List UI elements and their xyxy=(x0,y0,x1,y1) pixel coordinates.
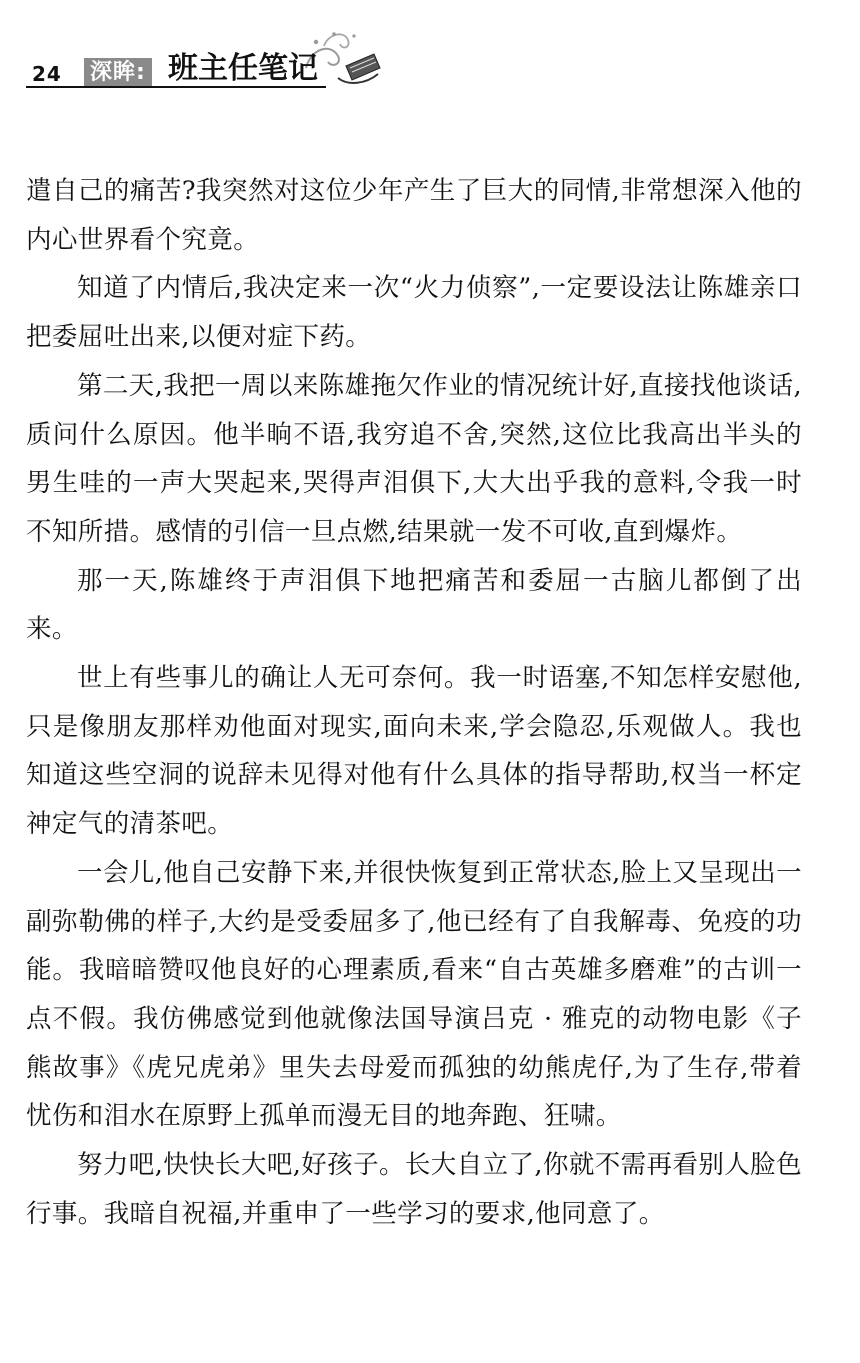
running-header xyxy=(26,40,366,94)
paragraph: 一会儿,他自己安静下来,并很快恢复到正常状态,脸上又呈现出一副弥勒佛的样子,大约是受委屈多了,他已经有了自我解毒、免疫的功能。我暗暗赞叹他良好的心理素质,看来“自古英雄多磨难”的古训一点不假。我仿佛感觉到他就像法国导演吕克 · 雅克的动物电影《子熊故事》《虎兄虎弟》里失去母爱而孤独的幼熊虎仔,为了生存,带着忧伤和泪水在原野上孤单而漫无目的地奔跑、狂啸。 xyxy=(26,857,802,1132)
paragraph: 遣自己的痛苦?我突然对这位少年产生了巨大的同情,非常想深入他的内心世界看个究竟。 xyxy=(26,176,802,255)
paragraph: 知道了内情后,我决定来一次“火力侦察”,一定要设法让陈雄亲口把委屈吐出来,以便对症下药。 xyxy=(26,273,802,353)
page-number: 24 xyxy=(32,62,62,86)
paragraph: 努力吧,快快长大吧,好孩子。长大自立了,你就不需再看别人脸色行事。我暗自祝福,并重申了一些学习的要求,他同意了。 xyxy=(26,1150,802,1229)
series-label: 深眸: xyxy=(84,58,152,88)
paragraph: 世上有些事儿的确让人无可奈何。我一时语塞,不知怎样安慰他,只是像朋友那样劝他面对现实,面向未来,学会隐忍,乐观做人。我也知道这些空洞的说辞未见得对他有什么具体的指导帮助,权当一杯定神定气的清茶吧。 xyxy=(26,663,802,840)
paragraph: 第二天,我把一周以来陈雄拖欠作业的情况统计好,直接找他谈话,质问什么原因。他半晌不语,我穷追不舍,突然,这位比我高出半头的男生哇的一声大哭起来,哭得声泪俱下,大大出乎我的意料,令我一时不知所措。感情的引信一旦点燃,结果就一发不可收,直到爆炸。 xyxy=(26,370,802,547)
book-title: 班主任笔记 xyxy=(168,51,318,86)
body-text xyxy=(26,167,802,1238)
paragraph: 那一天,陈雄终于声泪俱下地把痛苦和委屈一古脑儿都倒了出来。 xyxy=(26,565,802,645)
header-rule xyxy=(26,86,326,88)
